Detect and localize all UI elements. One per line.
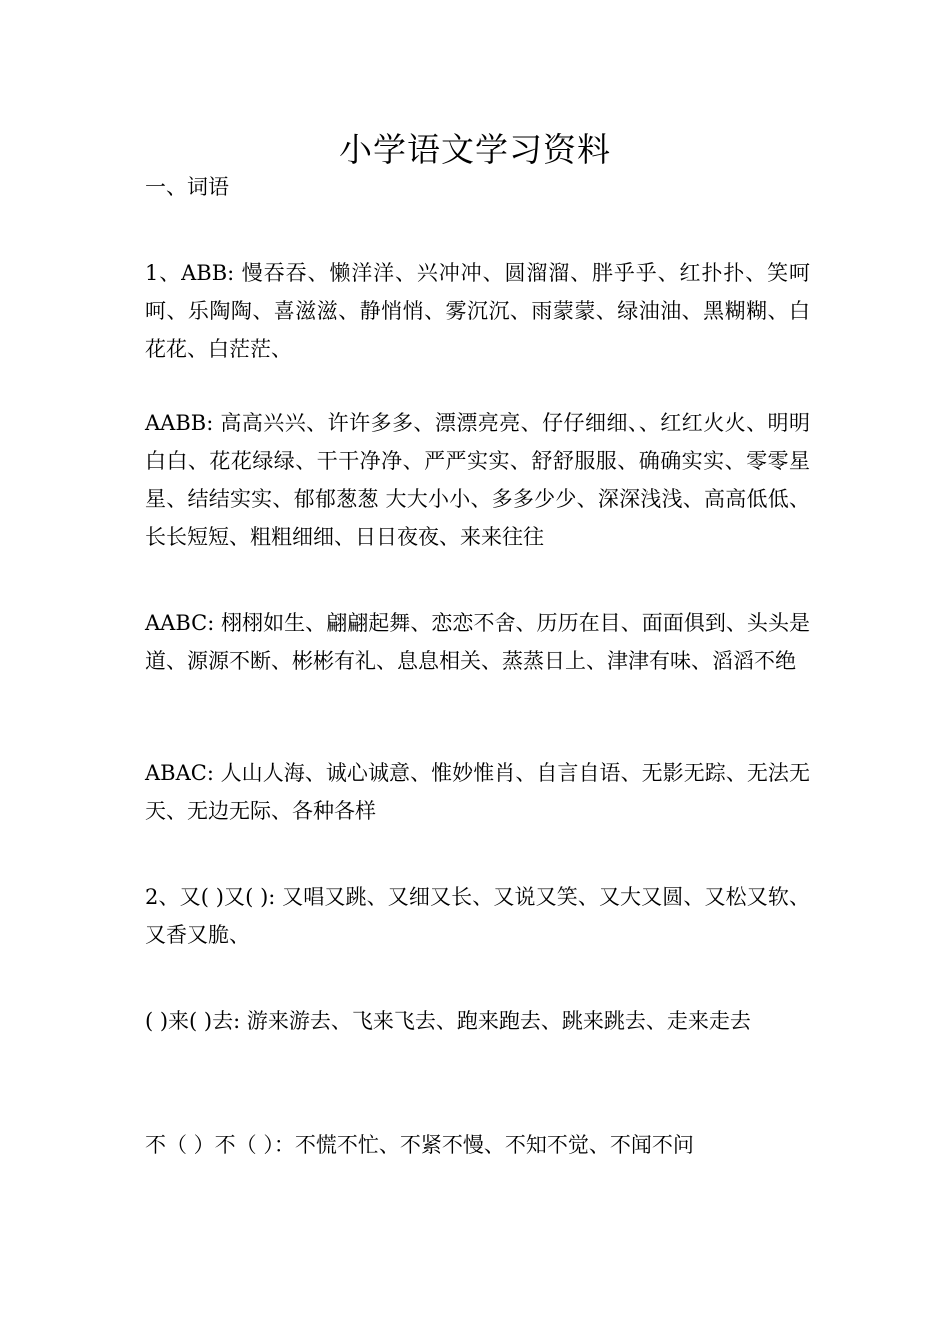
paragraph-abac: ABAC: 人山人海、诚心诚意、惟妙惟肖、自言自语、无影无踪、无法无天、无边无际、各种各样 xyxy=(145,761,810,823)
paragraph-lai-qu: ( )来( )去: 游来游去、飞来飞去、跑来跑去、跳来跳去、走来走去 xyxy=(145,1009,751,1033)
paragraph-you-you: 2、又( )又( ): 又唱又跳、又细又长、又说又笑、又大又圆、又松又软、又香又脆、 xyxy=(145,885,810,947)
paragraph-abb: 1、ABB: 慢吞吞、懒洋洋、兴冲冲、圆溜溜、胖乎乎、红扑扑、笑呵呵、乐陶陶、喜滋滋、静悄悄、雾沉沉、雨蒙蒙、绿油油、黑糊糊、白花花、白茫茫、 xyxy=(145,261,810,361)
paragraph-aabc: AABC: 栩栩如生、翩翩起舞、恋恋不舍、历历在目、面面俱到、头头是道、源源不断、彬彬有礼、息息相关、蒸蒸日上、津津有味、滔滔不绝 xyxy=(145,611,810,673)
page-title: 小学语文学习资料 xyxy=(339,130,611,169)
paragraph-bu-bu: 不（ ）不（ ）：不慌不忙、不紧不慢、不知不觉、不闻不问 xyxy=(145,1133,694,1157)
section-heading: 一、词语 xyxy=(145,175,229,199)
paragraph-aabb: AABB: 高高兴兴、许许多多、漂漂亮亮、仔仔细细、、红红火火、明明白白、花花绿绿、干干净净、严严实实、舒舒服服、确确实实、零零星星、结结实实、郁郁葱葱 大大小小、多多少少、深深浅浅、高高低低、长长短短、粗粗细细、日日夜夜、来来往往 xyxy=(145,411,810,549)
